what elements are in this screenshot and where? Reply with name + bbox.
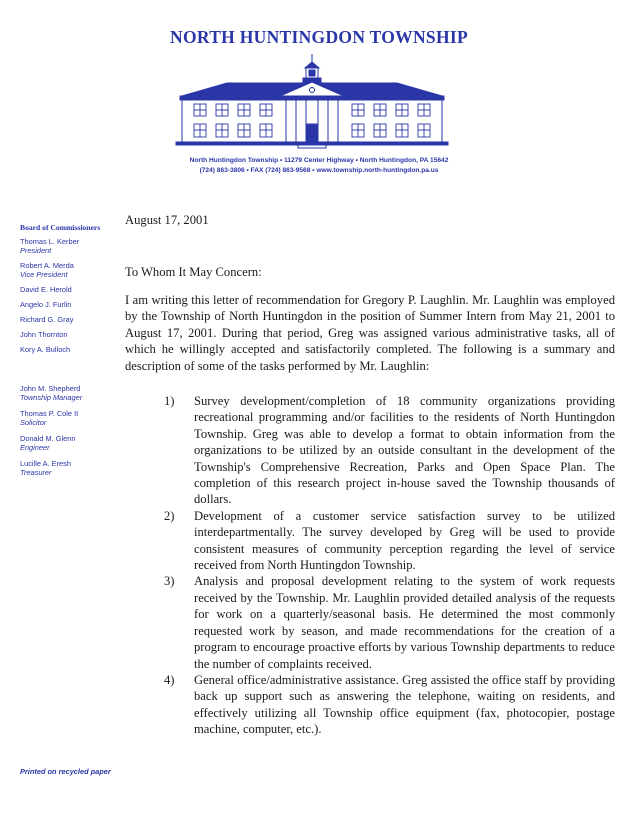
task-item xyxy=(164,672,615,738)
board-heading: Board of Commissioners xyxy=(20,223,101,232)
task-text: Survey development/completion of 18 community organizations providing recreational programming and/or facilities to the residents of North Huntingdon Township. Greg was able to develop a format to obtain information from the organizations to be utilized by an outside consultant in the development of the Township's Comprehensive Recreation, Parks and Open Space Plan. The completion of this research project in-house saved the Township thousands of dollars. xyxy=(194,394,615,507)
letterhead-title: NORTH HUNTINGDON TOWNSHIP xyxy=(170,27,468,47)
task-item xyxy=(164,393,615,508)
task-item xyxy=(164,508,615,574)
commissioner-entry xyxy=(20,315,130,324)
official-role: Township Manager xyxy=(20,393,83,402)
commissioner-role: Vice President xyxy=(20,270,68,279)
township-building-illustration xyxy=(172,52,452,152)
commissioner-name: David E. Herold xyxy=(20,285,72,294)
commissioner-role: President xyxy=(20,246,52,255)
task-list xyxy=(164,393,615,738)
task-text: Development of a customer service satisfaction survey to be utilized interdepartmentally. The survey developed by Greg will be used to provide consistent measures of community perception regarding the level of service received from North Huntingdon Township. xyxy=(194,508,615,573)
task-number: 3) xyxy=(164,574,175,589)
commissioner-name: Robert A. Merda xyxy=(20,261,74,270)
official-entry xyxy=(20,459,130,477)
official-role: Treasurer xyxy=(20,468,52,477)
commissioner-entry xyxy=(20,330,130,339)
official-role: Solicitor xyxy=(20,418,47,427)
official-name: Donald M. Glenn xyxy=(20,434,76,443)
commissioner-name: Kory A. Bulloch xyxy=(20,345,71,354)
letterhead-contact: (724) 863-3806 • FAX (724) 863-9568 • www.township.north-huntingdon.pa.us xyxy=(199,167,439,174)
official-name: John M. Shepherd xyxy=(20,384,81,393)
letter-intro-paragraph: I am writing this letter of recommendation for Gregory P. Laughlin. Mr. Laughlin was employed by the Township of North Huntingdon in the position of Summer Intern from May 21, 2001 to August 17, 2001. During that period, Greg was assigned various administrative tasks, all of which he willingly accepted and satisfactorily completed. The following is a summary and description of some of the tasks performed by Mr. Laughlin: xyxy=(125,293,615,373)
task-text: Analysis and proposal development relating to the system of work requests received by the Township. Mr. Laughlin provided detailed analysis of the requests for work on a quarterly/seasonal basis. He determined the most commonly requested work by season, and made recommendations for the creation of a program to encourage proactive efforts by various Township departments to reduce the number of complaints received. xyxy=(194,574,615,671)
commissioner-name: Angelo J. Furlin xyxy=(20,300,72,309)
commissioner-name: Thomas L. Kerber xyxy=(20,237,80,246)
official-entry xyxy=(20,409,130,427)
task-number: 1) xyxy=(164,394,175,408)
official-name: Thomas P. Cole II xyxy=(20,409,79,418)
official-entry xyxy=(20,434,130,452)
task-number: 2) xyxy=(164,508,175,523)
task-text: General office/administrative assistance. Greg assisted the office staff by providing back up support such as answering the telephone, waiting on residents, and effectively utilizing all Township office equipment (fax, photocopier, postage machine, computer, etc.). xyxy=(194,672,615,737)
commissioner-entry xyxy=(20,300,130,309)
letter-salutation: To Whom It May Concern: xyxy=(125,265,262,279)
task-item xyxy=(164,573,615,671)
letter-date: August 17, 2001 xyxy=(125,213,209,227)
commissioner-name: Richard G. Gray xyxy=(20,315,74,324)
task-number: 4) xyxy=(164,672,175,687)
recycled-paper-note: Printed on recycled paper xyxy=(20,767,111,776)
commissioner-entry xyxy=(20,285,130,294)
official-role: Engineer xyxy=(20,443,50,452)
commissioner-entry xyxy=(20,237,130,255)
sidebar-roster xyxy=(20,223,130,484)
commissioner-name: John Thornton xyxy=(20,330,68,339)
official-name: Lucille A. Eresh xyxy=(20,459,71,468)
letterhead-address: North Huntingdon Township • 11279 Center Highway • North Huntingdon, PA 15642 xyxy=(189,157,449,164)
official-entry xyxy=(20,384,130,402)
commissioner-entry xyxy=(20,345,130,354)
commissioner-entry xyxy=(20,261,130,279)
